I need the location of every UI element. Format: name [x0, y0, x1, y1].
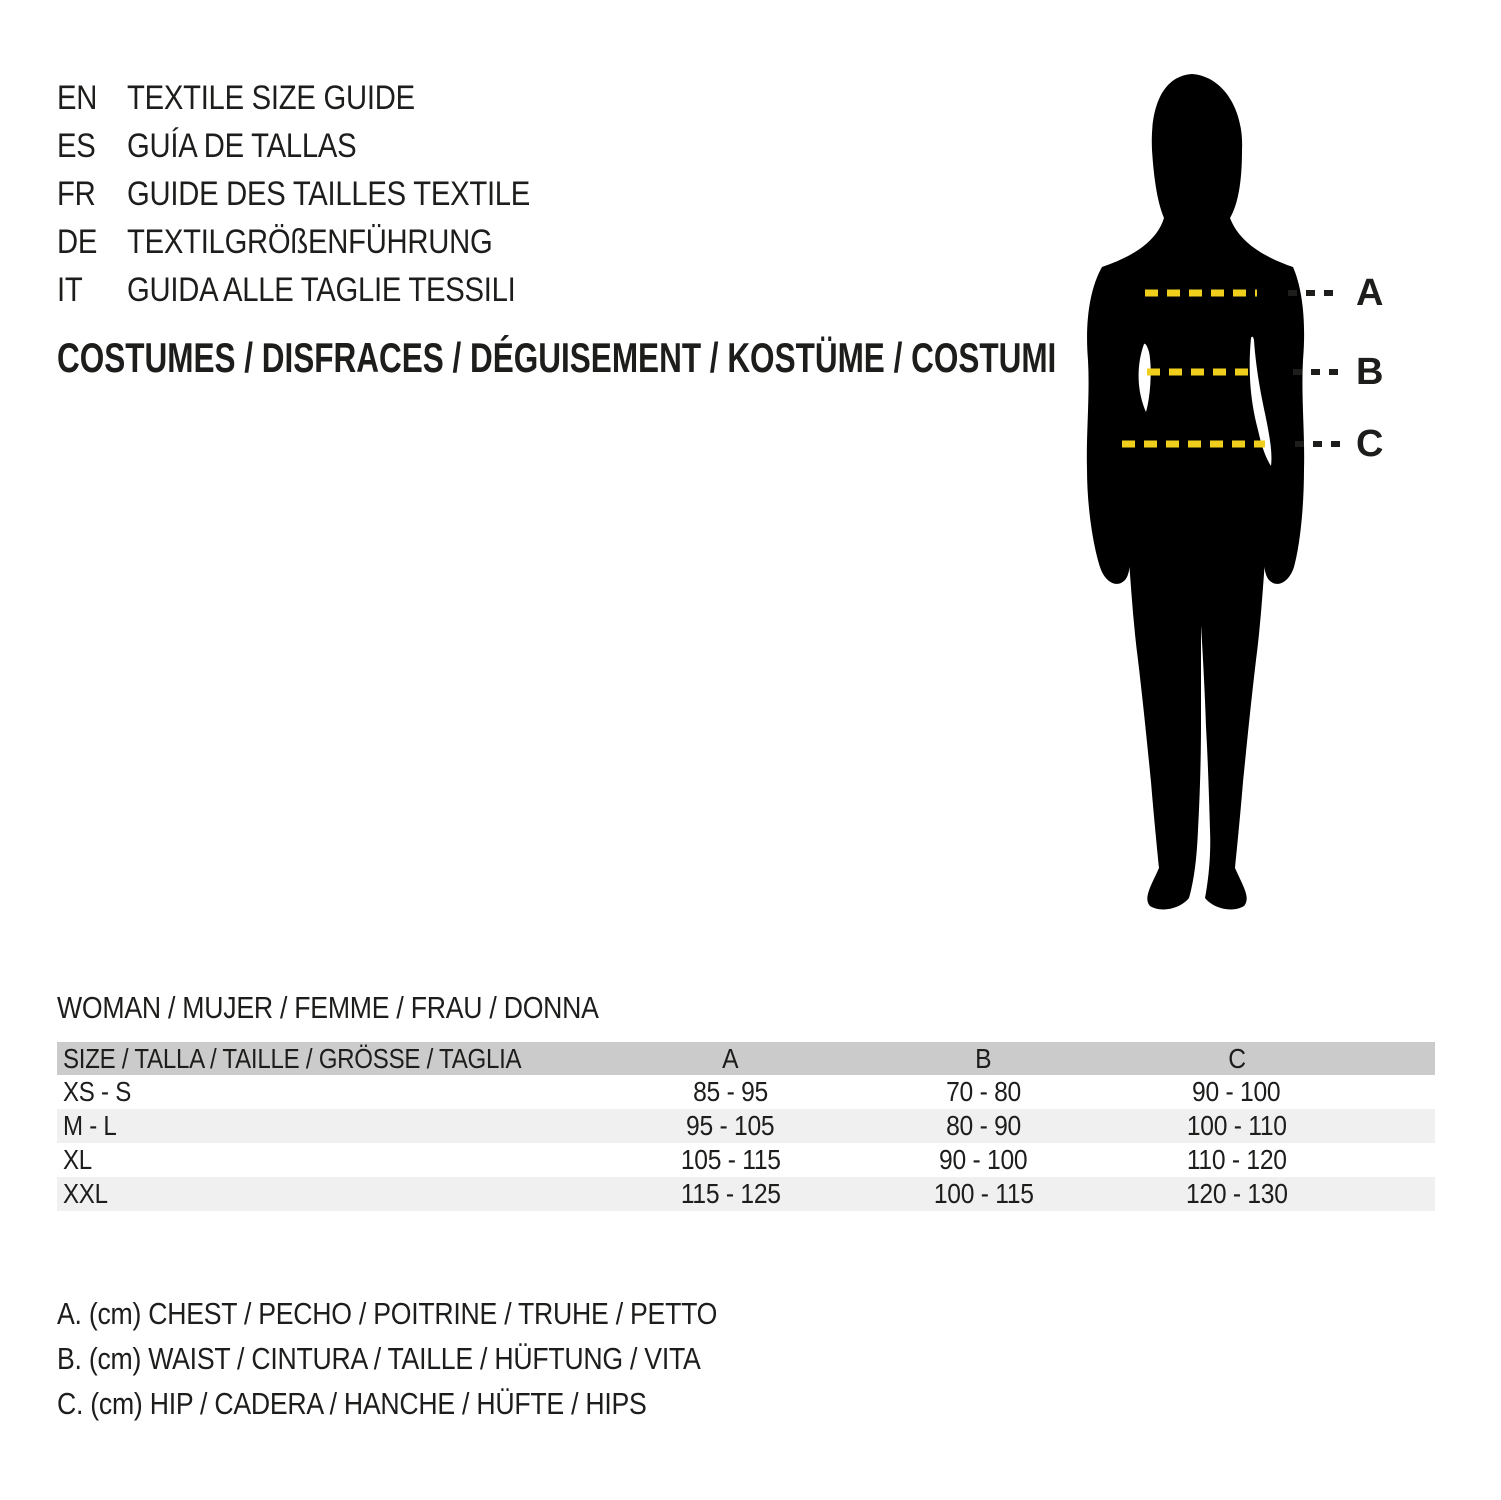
chest-range: 105 - 115	[680, 1144, 781, 1175]
size-column-header: SIZE / TALLA / TAILLE / GRÖSSE / TAGLIA	[63, 1042, 522, 1074]
marker-letter-a: A	[1356, 272, 1384, 314]
chest-range: 115 - 125	[680, 1178, 781, 1209]
marker-letter-c: C	[1356, 423, 1384, 465]
chest-range: 95 - 105	[686, 1110, 775, 1141]
legend-waist: B. (cm) WAIST / CINTURA / TAILLE / HÜFTUNG / VITA	[57, 1340, 701, 1376]
size-table	[57, 1042, 1435, 1211]
size-label: XL	[63, 1144, 92, 1175]
language-code: FR	[57, 174, 96, 213]
hip-range: 120 - 130	[1185, 1178, 1288, 1209]
legend-chest: A. (cm) CHEST / PECHO / POITRINE / TRUHE / PETTO	[57, 1295, 718, 1331]
table-row-xs-s	[57, 1075, 1435, 1109]
column-header-a: A	[722, 1042, 739, 1074]
table-row-xl	[57, 1143, 1435, 1177]
language-list	[57, 74, 596, 314]
language-label: TEXTILE SIZE GUIDE	[127, 78, 415, 117]
language-label: GUIDE DES TAILLES TEXTILE	[127, 174, 531, 213]
woman-silhouette-figure	[1060, 60, 1480, 960]
size-table-header-row	[57, 1042, 1435, 1075]
language-code: ES	[57, 126, 96, 165]
waist-range: 70 - 80	[946, 1076, 1021, 1107]
marker-letter-b: B	[1356, 351, 1384, 393]
column-header-b: B	[975, 1042, 992, 1074]
waist-range: 100 - 115	[933, 1178, 1034, 1209]
column-header-c: C	[1227, 1042, 1246, 1074]
section-title: WOMAN / MUJER / FEMME / FRAU / DONNA	[57, 990, 599, 1025]
size-label: XS - S	[63, 1076, 132, 1107]
table-row-m-l	[57, 1109, 1435, 1143]
language-row-en	[57, 74, 596, 122]
legend-hip: C. (cm) HIP / CADERA / HANCHE / HÜFTE / HIPS	[57, 1385, 647, 1421]
hip-range: 110 - 120	[1186, 1144, 1287, 1175]
language-label: GUIDA ALLE TAGLIE TESSILI	[127, 270, 516, 309]
language-code: EN	[57, 78, 98, 117]
language-row-it	[57, 266, 596, 314]
chest-range: 85 - 95	[693, 1076, 768, 1107]
language-row-fr	[57, 170, 596, 218]
language-label: GUÍA DE TALLAS	[127, 126, 357, 165]
hip-range: 90 - 100	[1192, 1076, 1281, 1107]
language-row-es	[57, 122, 596, 170]
language-label: TEXTILGRÖßENFÜHRUNG	[127, 222, 493, 261]
language-code: IT	[57, 270, 83, 309]
waist-range: 80 - 90	[946, 1110, 1021, 1141]
waist-range: 90 - 100	[939, 1144, 1028, 1175]
woman-silhouette	[1087, 74, 1304, 909]
hip-range: 100 - 110	[1186, 1110, 1287, 1141]
measurement-legend	[57, 1291, 825, 1426]
language-code: DE	[57, 222, 98, 261]
size-label: XXL	[63, 1178, 108, 1209]
table-row-xxl	[57, 1177, 1435, 1211]
size-label: M - L	[63, 1110, 117, 1141]
category-title: COSTUMES / DISFRACES / DÉGUISEMENT / KOSTÜME / COSTUMI	[57, 334, 1057, 381]
language-row-de	[57, 218, 596, 266]
